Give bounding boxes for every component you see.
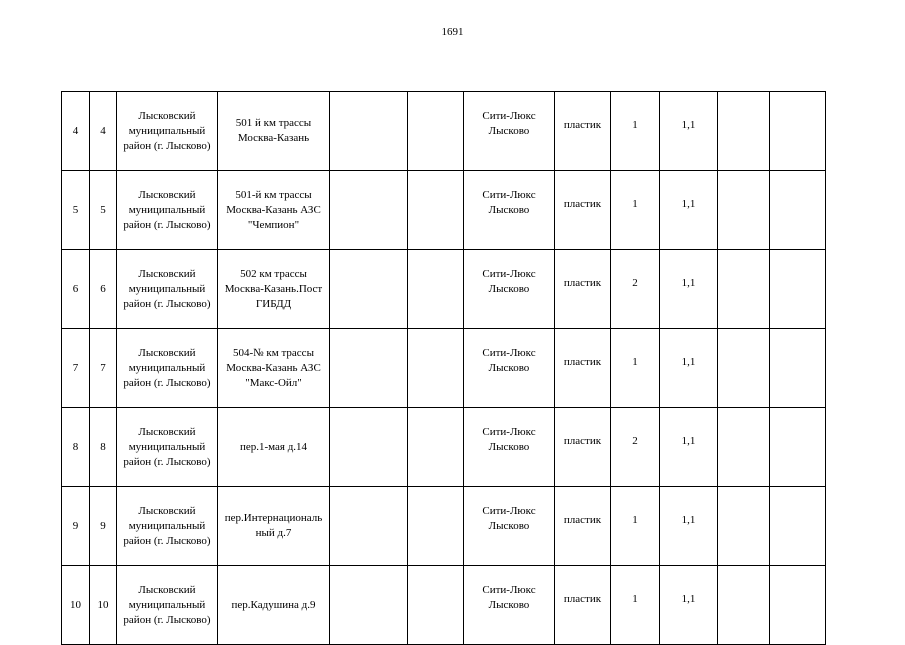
empty-cell [408,329,464,408]
empty-cell [770,250,826,329]
material-cell-text: пластик [563,434,602,447]
item-number-cell [90,408,117,487]
address-cell [218,171,330,250]
district-cell-line: муниципальный [128,361,206,374]
row-number-cell-text: 10 [70,598,81,611]
row-number-cell [62,408,90,487]
address-cell [218,329,330,408]
count-cell-text: 2 [632,276,638,289]
item-number-cell [90,487,117,566]
district-cell-line: Лысковский [138,267,196,280]
empty-cell [770,408,826,487]
size-cell [660,408,718,487]
owner-cell-line: Лысково [488,441,530,453]
item-number-cell-text: 5 [100,203,106,216]
row-number-cell [62,566,90,645]
empty-cell [718,487,770,566]
item-number-cell-text: 10 [97,598,109,611]
material-cell [555,329,611,408]
count-cell-text: 1 [632,355,638,368]
row-number-cell-text: 6 [72,282,79,295]
empty-cell [770,487,826,566]
material-cell [555,250,611,329]
empty-cell [330,250,408,329]
item-number-cell [90,92,117,171]
empty-cell [408,250,464,329]
size-cell-text: 1,1 [681,118,696,131]
owner-cell-line: Лысково [488,283,530,295]
district-cell [117,566,218,645]
district-cell-line: Лысковский [138,188,196,201]
material-cell-text: пластик [563,118,602,131]
empty-cell [330,487,408,566]
empty-cell [330,566,408,645]
district-cell-line: муниципальный [128,440,206,453]
table-row [62,487,826,566]
item-number-cell-text: 6 [100,282,106,295]
owner-cell-line: Лысково [488,599,530,611]
empty-cell [770,92,826,171]
owner-cell-line: Сити-Люкс [482,584,536,596]
district-cell [117,329,218,408]
address-cell [218,92,330,171]
material-cell [555,487,611,566]
count-cell [611,566,660,645]
empty-cell [408,487,464,566]
row-number-cell [62,92,90,171]
count-cell [611,329,660,408]
district-cell-line: район (г. Лысково) [123,218,211,231]
size-cell-text: 1,1 [681,197,696,210]
empty-cell [408,408,464,487]
address-cell-line: "Чемпион" [247,218,300,231]
district-cell-line: район (г. Лысково) [123,376,211,389]
row-number-cell [62,329,90,408]
size-cell-text: 1,1 [681,355,696,368]
district-cell [117,92,218,171]
table-body [62,92,826,645]
owner-cell-line: Сити-Люкс [482,505,536,517]
owner-cell-line: Сити-Люкс [482,426,536,438]
size-cell-text: 1,1 [681,434,696,447]
table-row [62,250,826,329]
empty-cell [330,329,408,408]
empty-cell [408,566,464,645]
row-number-cell [62,171,90,250]
count-cell-text: 1 [632,592,638,605]
address-cell-line: пер.Кадушина д.9 [231,598,316,611]
address-cell-line: Москва-Казань АЗС [226,361,321,374]
district-cell-line: муниципальный [128,124,206,137]
owner-cell-line: Сити-Люкс [482,268,536,280]
district-cell-line: муниципальный [128,519,206,532]
item-number-cell [90,566,117,645]
district-cell-line: район (г. Лысково) [123,455,211,468]
address-cell [218,566,330,645]
table-row [62,92,826,171]
district-cell-line: район (г. Лысково) [123,534,211,547]
item-number-cell-text: 9 [100,519,106,532]
address-cell-line: 501-й км трассы [235,188,312,201]
district-cell [117,171,218,250]
table-row [62,171,826,250]
district-cell-line: муниципальный [128,598,206,611]
empty-cell [330,92,408,171]
empty-cell [408,171,464,250]
empty-cell [718,408,770,487]
address-cell-line: пер.Интернациональ [224,512,323,524]
row-number-cell-text: 7 [72,361,79,374]
table-row [62,329,826,408]
address-cell-line: Москва-Казань.Пост [224,282,323,295]
address-cell-line: ный д.7 [255,527,292,539]
address-cell-line: 504-№ км трассы [233,346,314,359]
address-cell-line: "Макс-Ойл" [245,376,302,389]
count-cell [611,250,660,329]
size-cell [660,487,718,566]
empty-cell [770,566,826,645]
address-cell [218,408,330,487]
district-cell-line: район (г. Лысково) [123,139,211,152]
owner-cell [464,408,555,487]
empty-cell [330,408,408,487]
owner-cell [464,329,555,408]
size-cell [660,171,718,250]
material-cell [555,92,611,171]
address-cell-line: Москва-Казань АЗС [226,203,321,216]
empty-cell [770,329,826,408]
district-cell-line: Лысковский [138,346,196,359]
material-cell [555,171,611,250]
row-number-cell-text: 4 [72,124,79,137]
address-cell [218,250,330,329]
address-cell [218,487,330,566]
item-number-cell-text: 8 [100,440,106,453]
empty-cell [718,92,770,171]
item-number-cell [90,171,117,250]
empty-cell [770,171,826,250]
district-cell-line: Лысковский [138,504,196,517]
size-cell [660,250,718,329]
count-cell [611,408,660,487]
empty-cell [718,329,770,408]
owner-cell [464,92,555,171]
empty-cell [718,171,770,250]
owner-cell [464,566,555,645]
address-cell-line: ГИБДД [255,297,292,310]
owner-cell-line: Лысково [488,362,530,374]
item-number-cell [90,329,117,408]
empty-cell [330,171,408,250]
district-cell-line: муниципальный [128,282,206,295]
owner-cell [464,171,555,250]
owner-cell-line: Лысково [488,204,530,216]
size-cell-text: 1,1 [681,592,696,605]
owner-cell [464,487,555,566]
address-cell-line: пер.1-мая д.14 [239,440,308,453]
material-cell-text: пластик [563,197,602,210]
address-cell-line: 501 й км трассы [235,117,312,129]
item-number-cell-text: 4 [100,124,106,137]
material-cell-text: пластик [563,592,602,605]
material-cell [555,566,611,645]
district-cell [117,487,218,566]
size-cell [660,329,718,408]
district-cell-line: Лысковский [138,583,196,596]
material-cell-text: пластик [563,276,602,289]
count-cell-text: 1 [632,118,638,131]
count-cell-text: 1 [632,513,638,526]
district-cell-line: муниципальный [128,203,206,216]
row-number-cell [62,250,90,329]
material-cell [555,408,611,487]
district-cell-line: Лысковский [138,425,196,438]
owner-cell-line: Лысково [488,125,530,137]
size-cell [660,566,718,645]
district-cell-line: район (г. Лысково) [123,613,211,626]
address-cell-line: Москва-Казань [237,132,310,144]
item-number-cell [90,250,117,329]
size-cell [660,92,718,171]
material-cell-text: пластик [563,513,602,526]
material-cell-text: пластик [563,355,602,368]
size-cell-text: 1,1 [681,276,696,289]
registry-table [61,91,826,645]
count-cell [611,171,660,250]
empty-cell [408,92,464,171]
district-cell [117,250,218,329]
size-cell-text: 1,1 [681,513,696,526]
district-cell [117,408,218,487]
owner-cell-line: Сити-Люкс [482,347,536,359]
table-row [62,408,826,487]
row-number-cell [62,487,90,566]
district-cell-line: район (г. Лысково) [123,297,211,310]
count-cell [611,92,660,171]
owner-cell-line: Сити-Люкс [482,189,536,201]
empty-cell [718,566,770,645]
item-number-cell-text: 7 [100,361,106,374]
empty-cell [718,250,770,329]
district-cell-line: Лысковский [138,109,196,122]
row-number-cell-text: 8 [72,440,79,453]
row-number-cell-text: 5 [72,203,79,216]
table-row [62,566,826,645]
address-cell-line: 502 км трассы [240,267,307,280]
owner-cell-line: Сити-Люкс [482,110,536,122]
row-number-cell-text: 9 [72,519,79,532]
owner-cell-line: Лысково [488,520,530,532]
count-cell [611,487,660,566]
owner-cell [464,250,555,329]
count-cell-text: 2 [632,434,638,447]
page-number: 1691 [441,26,464,38]
count-cell-text: 1 [632,197,638,210]
